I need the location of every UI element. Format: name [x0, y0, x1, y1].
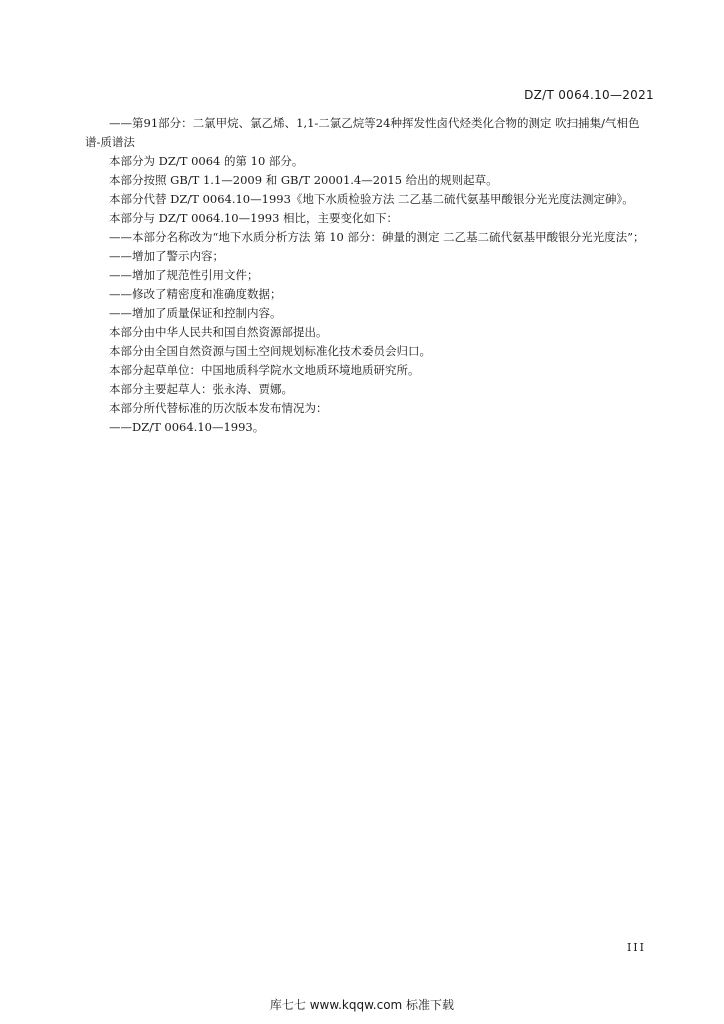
paragraph-part-91: ——第91部分：二氯甲烷、氯乙烯、1,1-二氯乙烷等24种挥发性卤代烃类化合物的测定 吹扫捕集/气相色谱-质谱法 — [85, 116, 640, 149]
paragraph-drafting-unit: 本部分起草单位：中国地质科学院水文地质环境地质研究所。 — [109, 363, 420, 377]
change-item-precision: ——修改了精密度和准确度数据； — [109, 287, 282, 301]
document-code-header: DZ/T 0064.10—2021 — [524, 88, 654, 102]
paragraph-proposer: 本部分由中华人民共和国自然资源部提出。 — [109, 325, 328, 339]
change-item-warning: ——增加了警示内容； — [109, 249, 224, 263]
paragraph-drafting-rules: 本部分按照 GB/T 1.1—2009 和 GB/T 20001.4—2015 给出的规则起草。 — [109, 173, 498, 187]
paragraph-history-intro: 本部分所代替标准的历次版本发布情况为： — [109, 401, 328, 415]
paragraph-changes-intro: 本部分与 DZ/T 0064.10—1993 相比，主要变化如下： — [109, 211, 399, 225]
change-item-quality: ——增加了质量保证和控制内容。 — [109, 306, 282, 320]
paragraph-replaces: 本部分代替 DZ/T 0064.10—1993《地下水质检验方法 二乙基二硫代氨基甲酸银分光光度法测定砷》。 — [109, 192, 634, 206]
paragraph-committee: 本部分由全国自然资源与国土空间规划标准化技术委员会归口。 — [109, 344, 431, 358]
paragraph-part-statement: 本部分为 DZ/T 0064 的第 10 部分。 — [109, 154, 304, 168]
page-number: III — [626, 941, 646, 954]
footer-watermark: 库七七 www.kqqw.com 标准下载 — [269, 998, 455, 1012]
change-item-references: ——增加了规范性引用文件； — [109, 268, 259, 282]
foreword-body — [85, 114, 645, 437]
change-item-title: ——本部分名称改为“地下水质分析方法 第 10 部分：砷量的测定 二乙基二硫代氨基甲酸银分光光度法”； — [109, 230, 645, 244]
paragraph-drafters: 本部分主要起草人：张永涛、贾娜。 — [109, 382, 293, 396]
history-item-1993: ——DZ/T 0064.10—1993。 — [109, 420, 265, 434]
